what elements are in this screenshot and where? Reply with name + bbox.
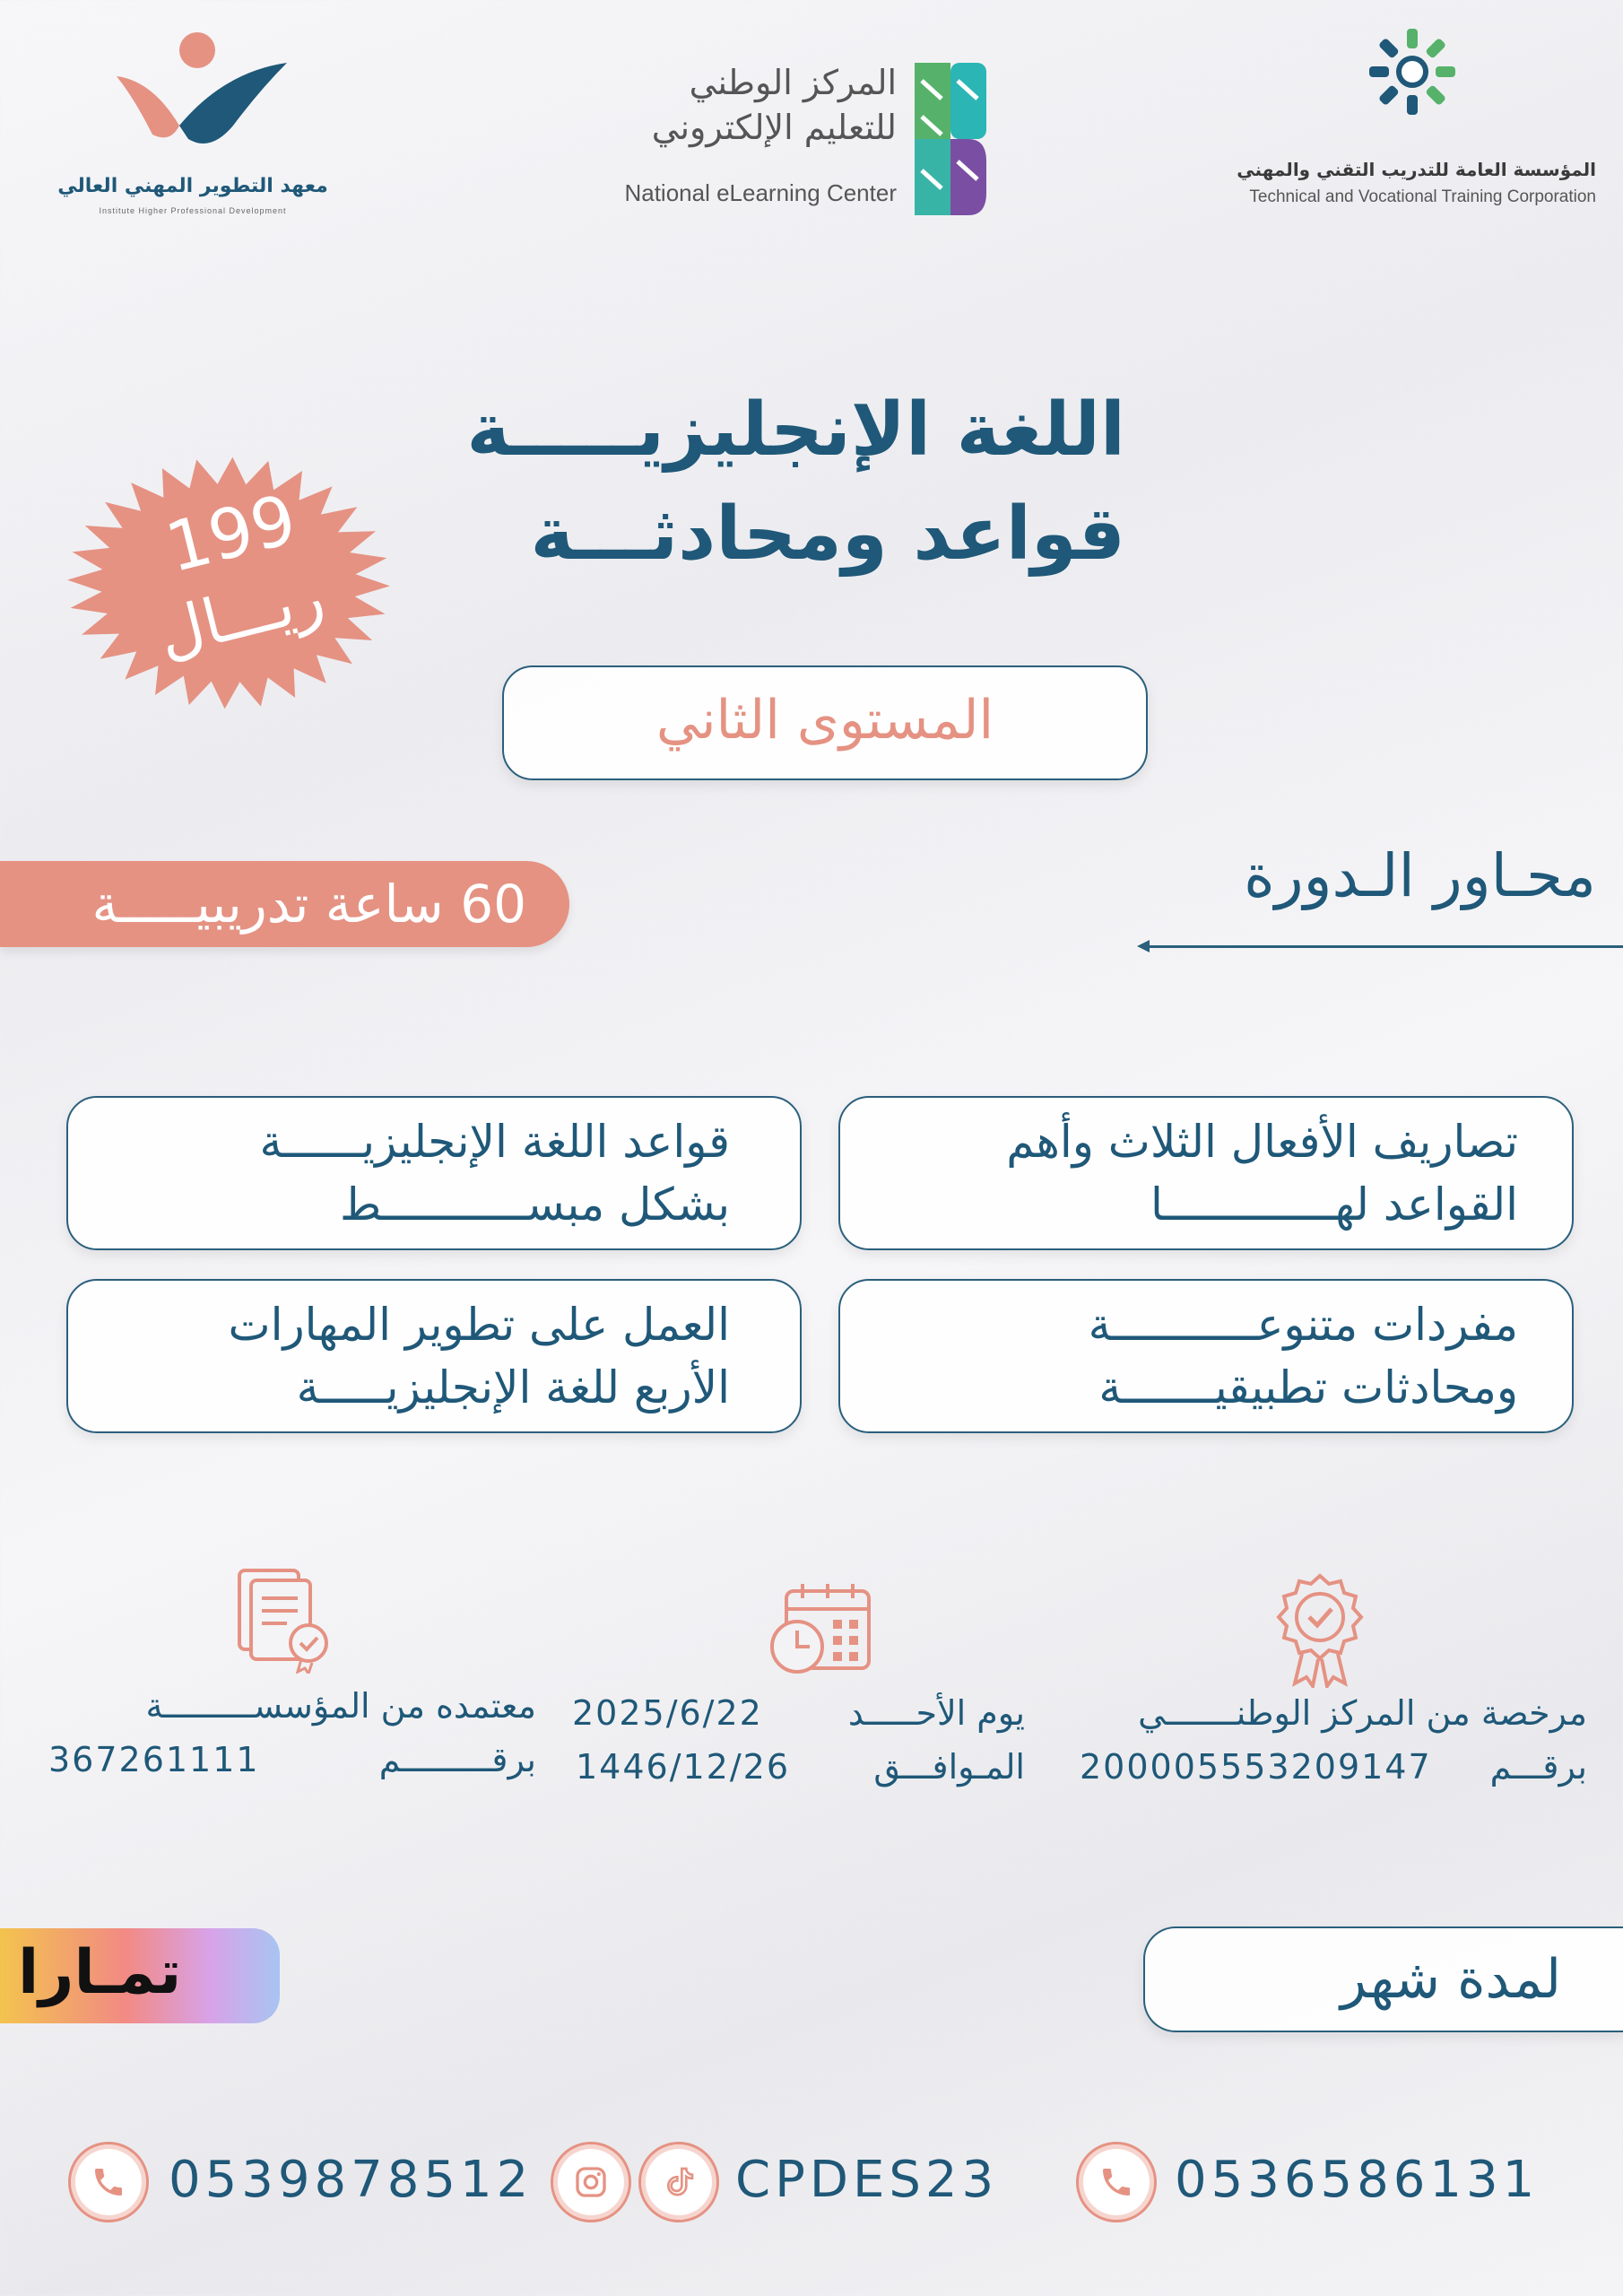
institute-logo bbox=[45, 27, 341, 233]
brand-badge bbox=[0, 1928, 280, 2023]
level-label: المستوى الثاني bbox=[655, 689, 994, 752]
topic-box-4 bbox=[66, 1279, 802, 1433]
phone-number-1[interactable]: 0536586131 bbox=[1175, 2151, 1540, 2209]
phone-icon bbox=[91, 2164, 126, 2200]
tvtc-emblem-icon bbox=[1363, 22, 1462, 121]
price-amount: 199 bbox=[158, 478, 304, 588]
tiktok-icon bbox=[661, 2164, 697, 2200]
institute-name-ar: معهد التطوير المهني العالي bbox=[57, 175, 328, 197]
hours-label: 60 ساعة تدريبيـــــة bbox=[91, 874, 526, 935]
license-label: برقـــم bbox=[1489, 1747, 1587, 1787]
day-label: يوم الأحـــــد bbox=[847, 1693, 1025, 1733]
accredited-document-icon bbox=[235, 1566, 334, 1674]
duration-label: لمدة شهر bbox=[1340, 1948, 1561, 2011]
price-badge bbox=[58, 453, 399, 713]
underline-arrow-icon bbox=[1137, 940, 1150, 952]
course-title-line1: اللغة الإنجليزيـــــة bbox=[466, 387, 1125, 473]
date-gregorian: 2025/6/22 bbox=[572, 1693, 763, 1733]
topic-box-1 bbox=[838, 1096, 1574, 1250]
tiktok-button[interactable] bbox=[638, 2142, 719, 2222]
institute-figure-icon bbox=[45, 27, 341, 152]
topic-1-line1: تصاريف الأفعال الثلاث وأهم bbox=[1006, 1116, 1518, 1168]
license-number: 200005553209147 bbox=[1080, 1747, 1432, 1787]
date-hijri: 1446/12/26 bbox=[576, 1747, 791, 1787]
calendar-clock-icon bbox=[767, 1582, 874, 1681]
tvtc-logo bbox=[1219, 22, 1596, 229]
nelc-name-ar-2: للتعليم الإلكتروني bbox=[651, 108, 897, 147]
topic-4-line1: العمل على تطوير المهارات bbox=[228, 1299, 730, 1351]
topic-4-line2: الأربع للغة الإنجليزيـــــة bbox=[296, 1361, 730, 1413]
instagram-icon bbox=[573, 2164, 609, 2200]
topic-box-3 bbox=[838, 1279, 1574, 1433]
phone-button-2[interactable] bbox=[68, 2142, 149, 2222]
nelc-mark-icon bbox=[915, 63, 986, 215]
tvtc-name-ar: المؤسسة العامة للتدريب التقني والمهني bbox=[1237, 159, 1596, 180]
license-line1: مرخصة من المركز الوطنـــــــي bbox=[1138, 1693, 1587, 1733]
topics-heading-underline bbox=[1143, 945, 1623, 948]
level-box bbox=[502, 665, 1148, 780]
price-currency: ريـــال bbox=[150, 559, 332, 672]
nelc-name-en: National eLearning Center bbox=[624, 179, 897, 206]
duration-box bbox=[1143, 1926, 1623, 2032]
brand-name: تمـارا bbox=[18, 1937, 182, 2008]
phone-icon bbox=[1098, 2164, 1134, 2200]
topic-2-line1: قواعد اللغة الإنجليزيــــــة bbox=[259, 1116, 730, 1168]
topic-3-line1: مفردات متنوعـــــــــــة bbox=[1088, 1299, 1518, 1351]
certificate-badge-icon bbox=[1275, 1571, 1365, 1688]
topic-box-2 bbox=[66, 1096, 802, 1250]
tvtc-name-en: Technical and Vocational Training Corporation bbox=[1249, 187, 1596, 206]
institute-name-en: Institute Higher Professional Development bbox=[99, 206, 287, 215]
instagram-button[interactable] bbox=[551, 2142, 631, 2222]
topic-2-line2: بشكل مبســـــــــــط bbox=[340, 1178, 730, 1231]
accredited-line1: معتمده من المؤسســـــــــة bbox=[145, 1686, 536, 1726]
phone-button-1[interactable] bbox=[1076, 2142, 1157, 2222]
phone-number-2[interactable]: 0539878512 bbox=[169, 2151, 534, 2209]
nelc-name-ar-1: المركز الوطني bbox=[689, 63, 897, 102]
course-title-line2: قواعد ومحادثـــة bbox=[530, 491, 1125, 577]
match-label: المـوافـــق bbox=[873, 1747, 1025, 1787]
social-handle[interactable]: CPDES23 bbox=[735, 2151, 999, 2209]
topics-heading: محـاور الـدورة bbox=[1244, 841, 1596, 910]
accredited-label: برقـــــــــم bbox=[378, 1740, 536, 1779]
topic-1-line2: القواعد لهـــــــــــــا bbox=[1150, 1178, 1518, 1231]
accredited-number: 367261111 bbox=[48, 1740, 260, 1779]
topic-3-line2: ومحادثات تطبيقيـــــــة bbox=[1098, 1361, 1518, 1413]
nelc-logo bbox=[565, 63, 986, 224]
hours-ribbon bbox=[0, 861, 569, 947]
